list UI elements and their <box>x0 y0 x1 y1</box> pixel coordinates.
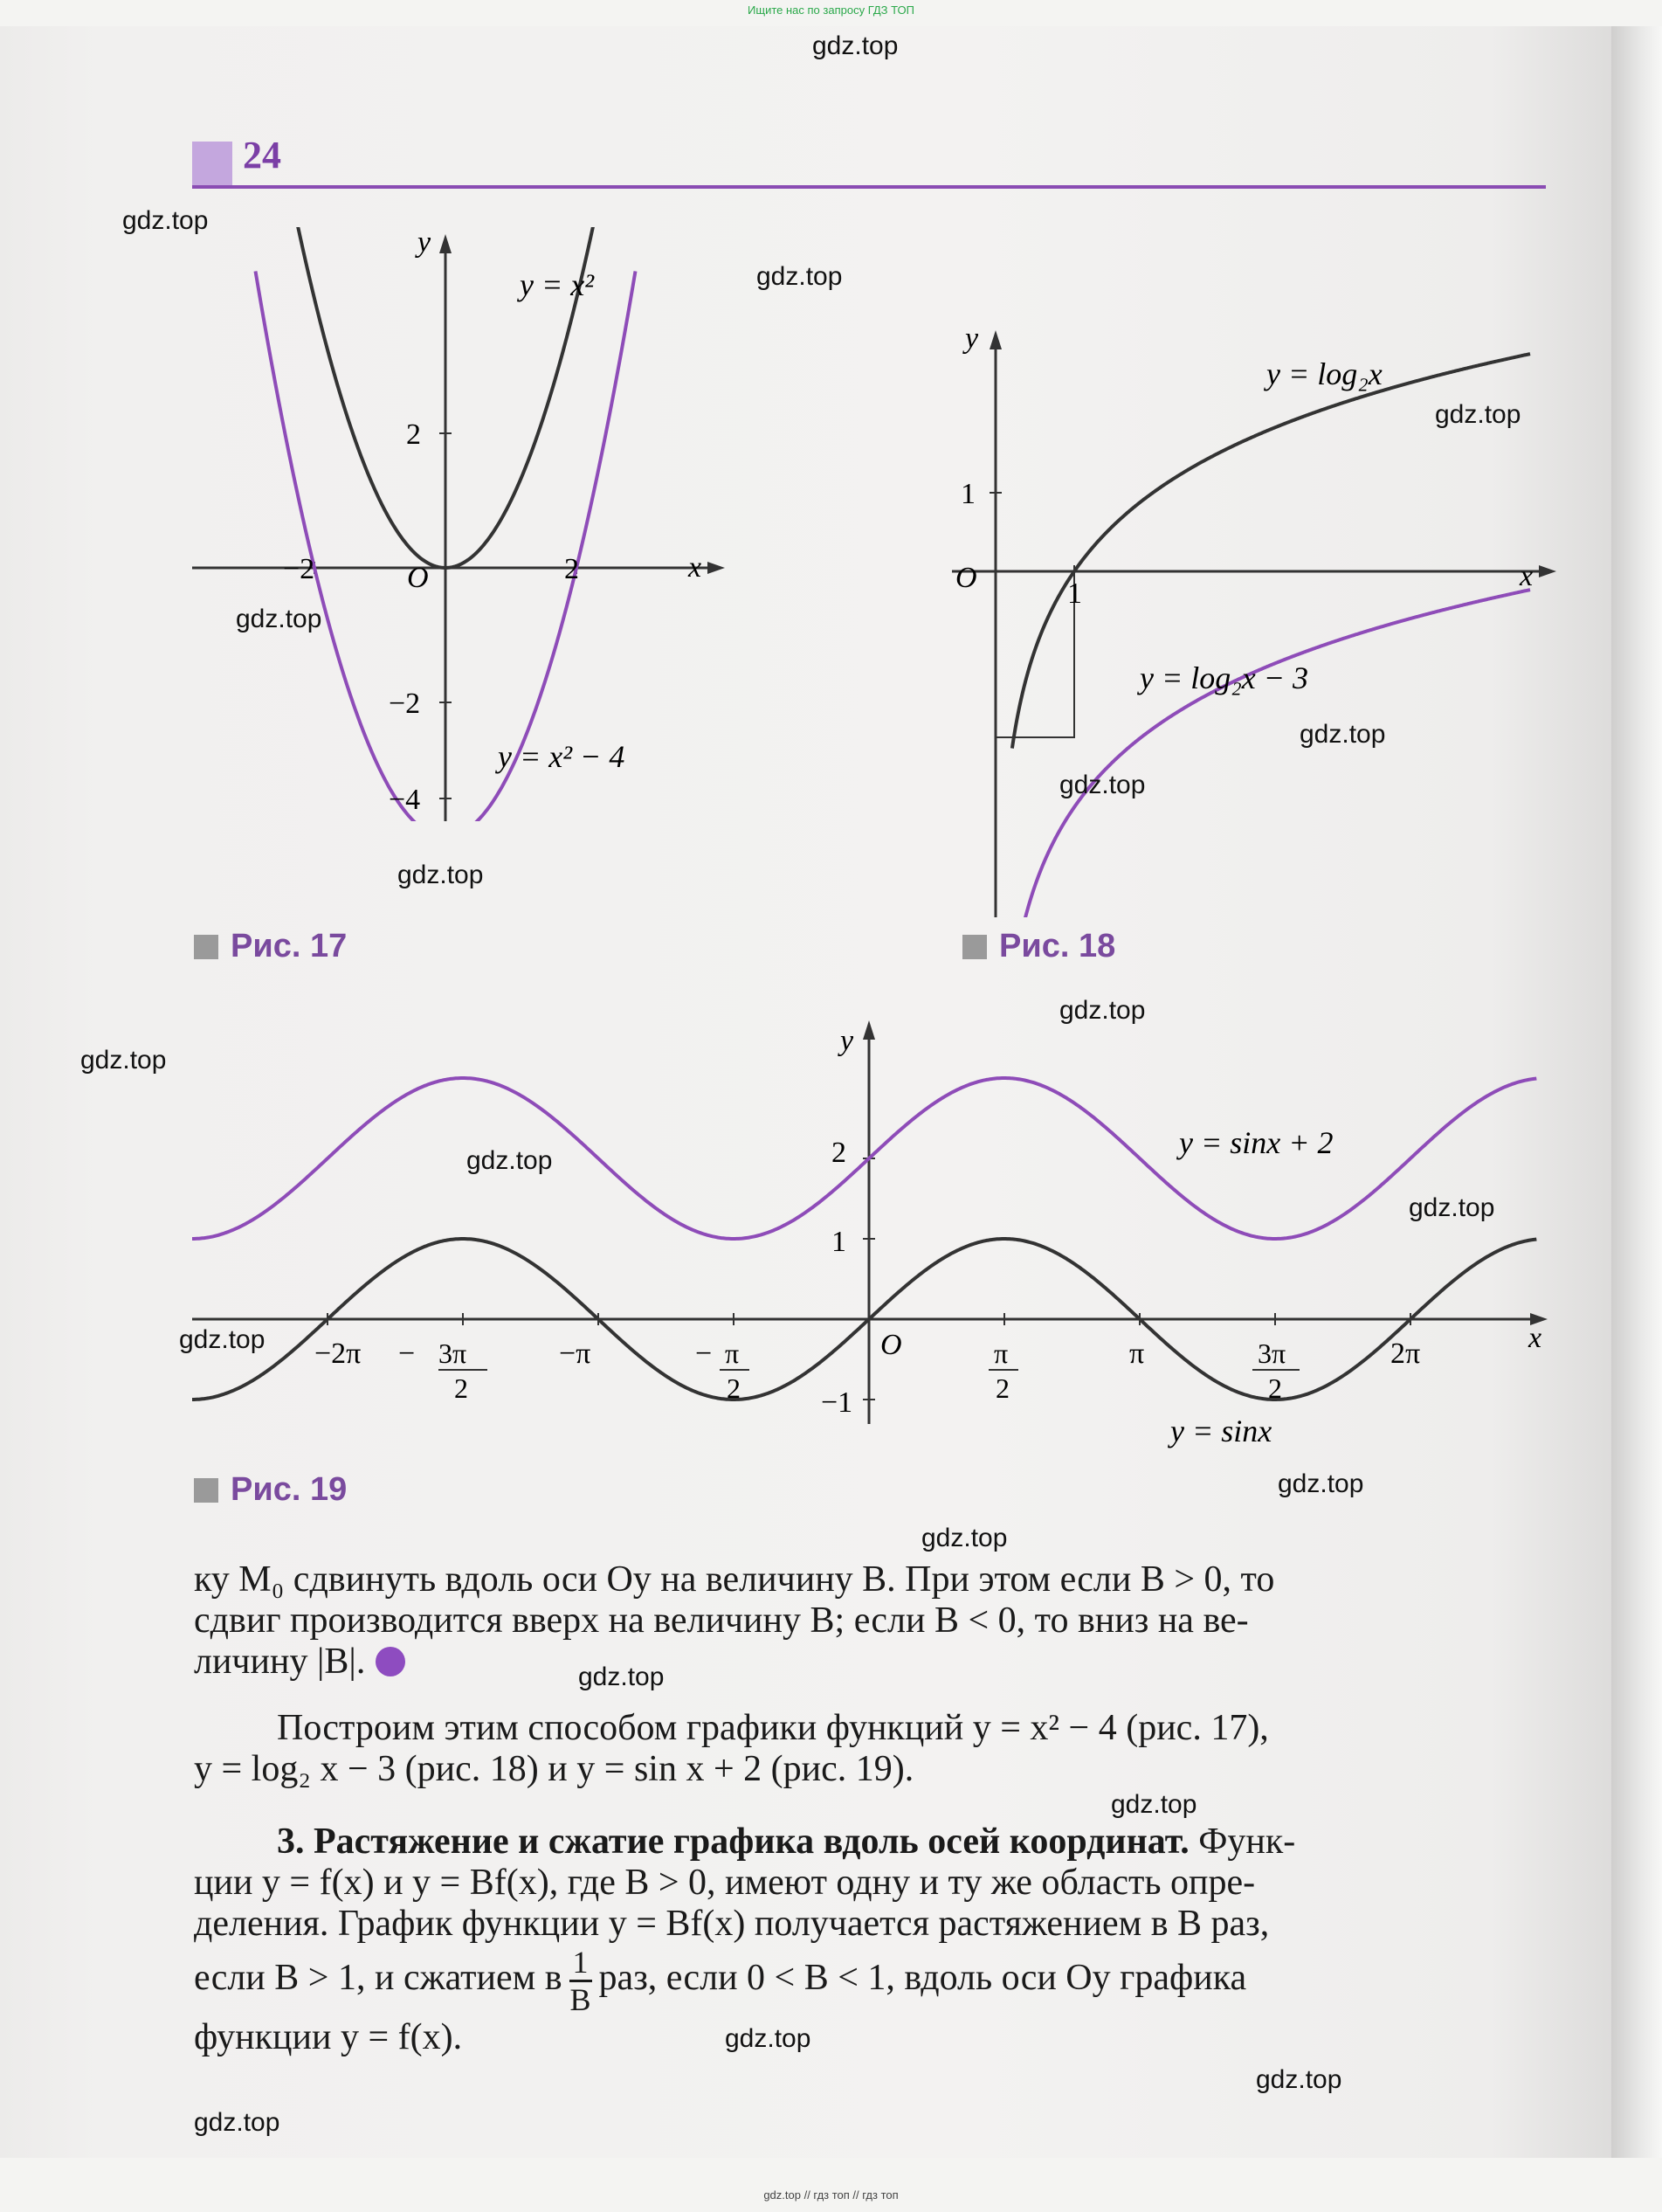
watermark: gdz.top <box>756 262 843 291</box>
fig19-tick-3pi2-num: 3π <box>1258 1338 1286 1369</box>
bottom-links[interactable]: gdz.top // гдз топ // гдз топ <box>763 2188 899 2202</box>
fig19-tick-2pi: 2π <box>1390 1338 1421 1370</box>
text-line: ции y = f(x) и y = Bf(x), где B > 0, имеют одну и ту же область опре- <box>194 1863 1256 1903</box>
watermark: gdz.top <box>921 1524 1008 1552</box>
header-rule <box>192 185 1546 189</box>
paragraph-examples <box>194 1708 1543 1790</box>
watermark: gdz.top <box>1435 400 1521 429</box>
text-line: функции y = f(x). <box>194 2017 463 2057</box>
fig19-tick-pi: π <box>1129 1338 1145 1370</box>
watermark: gdz.top <box>466 1146 553 1175</box>
page-number-marker <box>192 142 232 185</box>
watermark: gdz.top <box>1300 720 1386 749</box>
fig19-origin: O <box>880 1329 902 1361</box>
fig18-label-bottom: y = log₂x − 3 <box>1140 660 1309 695</box>
figure-19 <box>192 1013 1563 1468</box>
watermark: gdz.top <box>1409 1193 1495 1222</box>
fig19-tick-pi2-den: 2 <box>996 1372 1010 1404</box>
watermark: gdz.top <box>1059 996 1146 1025</box>
fig18-x-label: x <box>1520 560 1534 592</box>
paragraph-stretch <box>194 1821 1543 2058</box>
fig19-tick-neg2pi: −2π <box>314 1338 362 1370</box>
fig19-tick-y-1: 1 <box>831 1226 846 1258</box>
fig19-caption: Рис. 19 <box>194 1471 347 1509</box>
fig19-tick-3pi2-den: 2 <box>1268 1372 1282 1404</box>
fig19-tick-y-neg1: −1 <box>821 1386 853 1419</box>
fig17-x-label: x <box>688 551 702 584</box>
fig17-tick-y-2: 2 <box>406 418 421 451</box>
fig18-tick-x-1: 1 <box>1067 577 1082 610</box>
watermark: gdz.top <box>80 1046 167 1075</box>
fig19-tick-neg3pi2-den: 2 <box>454 1372 468 1404</box>
text-line: ку M₀ сдвинуть вдоль оси Oy на величину B. При этом если B > 0, то <box>194 1559 1275 1600</box>
fig19-tick-negpi2-num: π <box>725 1338 740 1369</box>
page-number: 24 <box>243 134 281 176</box>
fig17-caption: Рис. 17 <box>194 928 347 965</box>
end-of-proof-dot-icon <box>376 1647 405 1676</box>
text-line: 3. Растяжение и сжатие графика вдоль осей координат. Функ- <box>277 1821 1296 1862</box>
fig19-tick-neg3pi2-minus: − <box>398 1338 416 1370</box>
fig17-tick-y-neg2: −2 <box>389 688 421 720</box>
fig19-x-label: x <box>1528 1322 1542 1354</box>
watermark: gdz.top <box>179 1325 266 1354</box>
fig17-tick-x-2: 2 <box>564 553 579 585</box>
fig17-tick-x-neg2: −2 <box>283 553 315 585</box>
text-line: деления. График функции y = Bf(x) получается растяжением в B раз, <box>194 1904 1270 1944</box>
section-heading: 3. Растяжение и сжатие графика вдоль осей координат. <box>277 1821 1190 1862</box>
watermark: gdz.top <box>1111 1790 1197 1819</box>
fig17-label-bottom: y = x² − 4 <box>498 739 625 774</box>
fig17-origin: O <box>407 562 429 594</box>
watermark: gdz.top <box>812 31 899 60</box>
fig19-tick-pi2-num: π <box>994 1338 1009 1369</box>
watermark: gdz.top <box>194 2108 280 2137</box>
fig19-tick-y-2: 2 <box>831 1137 846 1169</box>
watermark: gdz.top <box>1059 771 1146 799</box>
fig19-label-bottom: y = sinx <box>1170 1414 1272 1448</box>
top-link[interactable]: Ищите нас по запросу ГДЗ ТОП <box>748 3 914 17</box>
text-line: y = log₂ x − 3 (рис. 18) и y = sin x + 2 (рис. 19). <box>194 1749 914 1789</box>
watermark: gdz.top <box>725 2024 811 2053</box>
watermark: gdz.top <box>397 861 484 889</box>
fig19-tick-negpi: −π <box>559 1338 591 1370</box>
fraction-one-over-b: $\frac{1}{B}$ <box>569 1945 591 2017</box>
fig17-tick-y-neg4: −4 <box>389 784 421 816</box>
fig19-tick-neg3pi2-num: 3π <box>438 1338 467 1369</box>
fig18-caption: Рис. 18 <box>962 928 1115 965</box>
fig19-label-top: y = sinx + 2 <box>1179 1125 1334 1160</box>
watermark: gdz.top <box>1256 2065 1342 2094</box>
watermark: gdz.top <box>236 605 322 633</box>
fig17-y-label: y <box>417 227 431 259</box>
fig19-y-label: y <box>840 1025 854 1057</box>
fig18-y-label: y <box>965 323 979 355</box>
figure-17 <box>192 227 734 821</box>
text-line: сдвиг производится вверх на величину B; если B < 0, то вниз на ве- <box>194 1600 1249 1641</box>
fig18-label-top: y = log₂x <box>1266 356 1383 391</box>
text-line: личину |B|. <box>194 1642 1543 1683</box>
text-line: Построим этим способом графики функций y = x² − 4 (рис. 17), <box>277 1708 1269 1748</box>
fig18-tick-y-1: 1 <box>961 478 976 510</box>
watermark: gdz.top <box>578 1662 665 1691</box>
paragraph-shift-conclusion <box>194 1559 1543 1683</box>
fig17-label-top: y = x² <box>520 267 595 302</box>
fig18-origin: O <box>955 562 977 594</box>
fig19-tick-negpi2-den: 2 <box>727 1372 741 1404</box>
watermark: gdz.top <box>122 206 209 235</box>
text-line: если B > 1, и сжатием в $\frac{1}{B}$ раз, если 0 < B < 1, вдоль оси Oy графика <box>194 1945 1247 2017</box>
page-edge-shadow <box>1611 26 1662 2158</box>
fig19-tick-negpi2-minus: − <box>695 1338 713 1370</box>
watermark: gdz.top <box>1278 1469 1364 1498</box>
